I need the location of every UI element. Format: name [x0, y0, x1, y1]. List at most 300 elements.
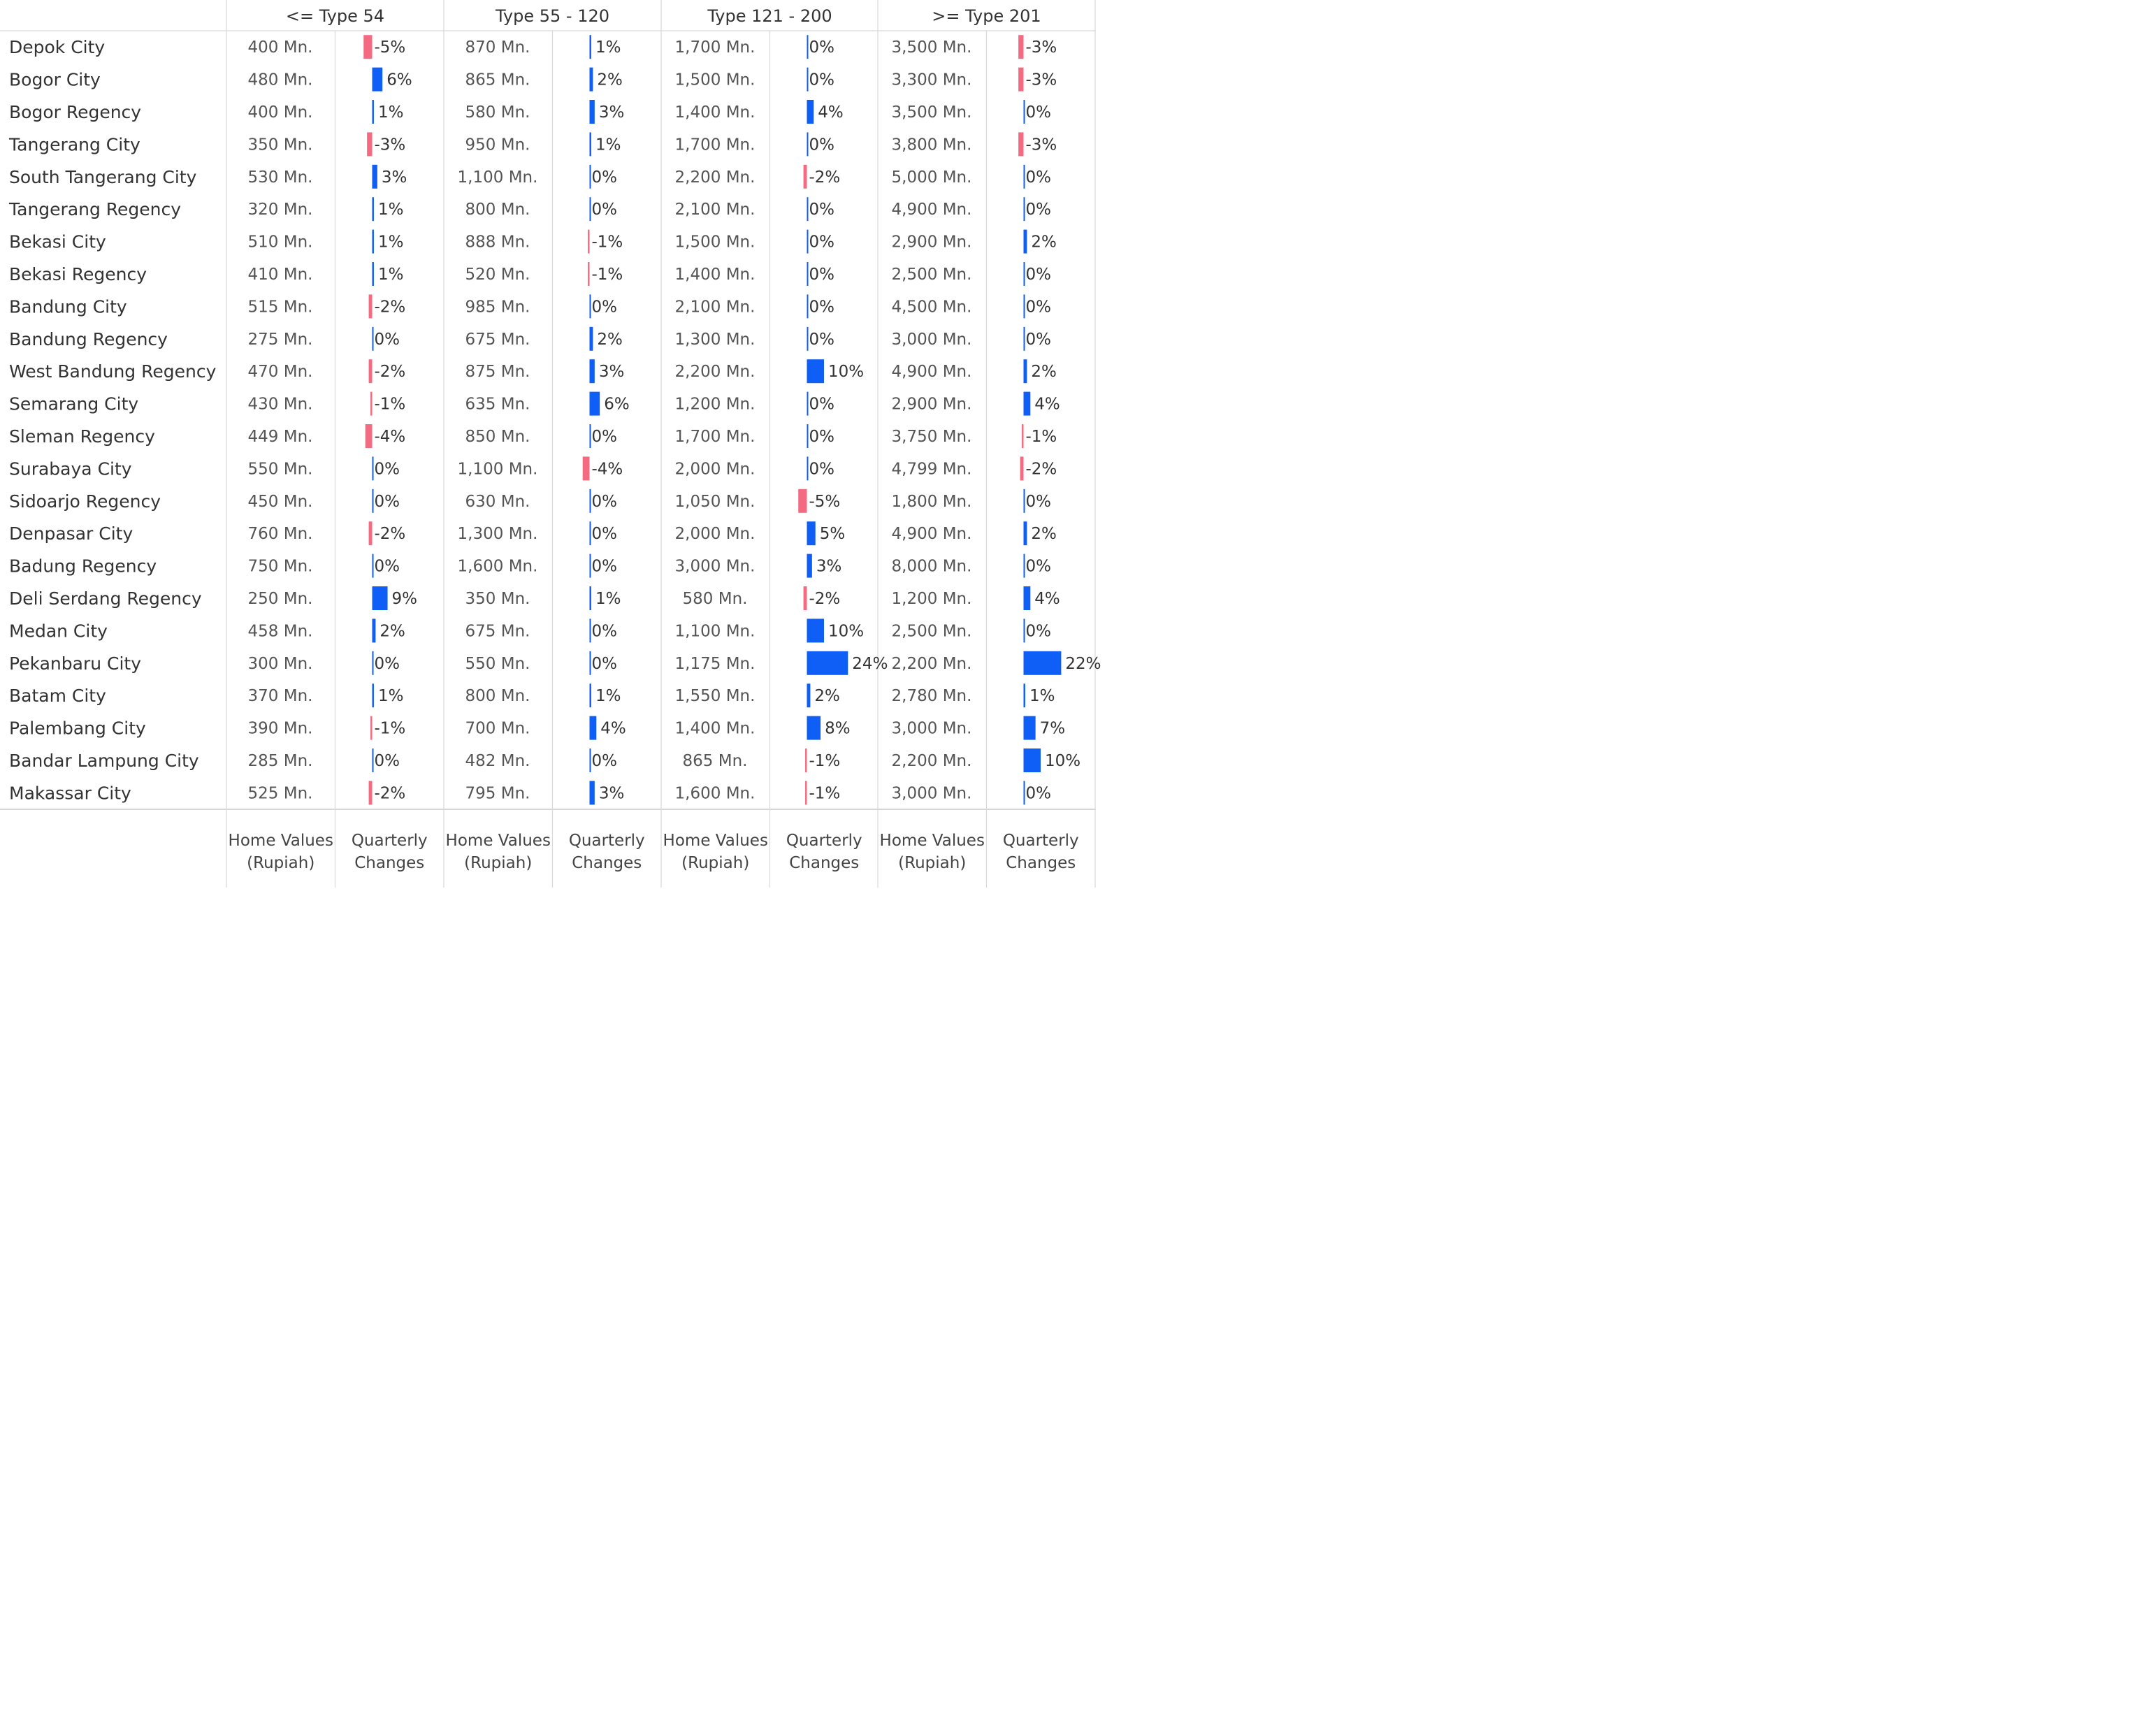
change-label: 0%	[1025, 330, 1051, 349]
change-label: 1%	[377, 233, 404, 252]
change-bar	[1024, 230, 1027, 254]
change-bar	[1024, 619, 1025, 642]
change-label: 3%	[598, 784, 625, 803]
change-label: 2%	[1031, 363, 1057, 382]
change-label: -3%	[1025, 71, 1057, 89]
city-label: Semarang City	[9, 393, 139, 414]
home-value-cell: 2,900 Mn.	[891, 233, 972, 252]
measure-label: Quarterly	[786, 832, 862, 850]
change-bar	[1024, 392, 1031, 416]
change-label: 0%	[809, 298, 834, 317]
change-label: -2%	[809, 590, 841, 608]
home-value-cell: 800 Mn.	[465, 687, 530, 706]
city-label: Bandung Regency	[9, 328, 168, 349]
home-value-cell: 2,900 Mn.	[891, 395, 972, 414]
home-value-cell: 370 Mn.	[247, 687, 313, 706]
city-label: South Tangerang City	[9, 166, 197, 187]
change-bar	[807, 456, 809, 480]
home-value-cell: 2,000 Mn.	[674, 460, 756, 479]
change-bar	[373, 165, 377, 189]
change-bar	[804, 586, 807, 610]
change-bar	[590, 359, 595, 383]
change-bar	[1020, 456, 1024, 480]
home-value-cell: 2,200 Mn.	[674, 168, 756, 187]
home-value-cell: 4,900 Mn.	[891, 525, 972, 544]
change-bar	[590, 748, 591, 772]
change-label: 0%	[809, 201, 834, 219]
change-bar	[590, 489, 591, 513]
change-bar	[369, 781, 373, 804]
measure-label: Home Values	[445, 832, 551, 850]
change-label: 2%	[1031, 233, 1057, 252]
change-bar	[590, 294, 591, 318]
home-value-cell: 525 Mn.	[247, 784, 313, 803]
change-label: 5%	[819, 525, 846, 544]
home-value-cell: 285 Mn.	[247, 752, 313, 770]
change-label: 0%	[591, 525, 617, 544]
change-bar	[373, 262, 374, 286]
change-bar	[590, 68, 593, 92]
home-value-cell: 400 Mn.	[247, 103, 313, 122]
home-value-cell: 1,200 Mn.	[891, 590, 972, 608]
change-bar	[369, 294, 373, 318]
city-label: Bekasi City	[9, 231, 106, 252]
change-label: 0%	[1025, 298, 1051, 317]
change-bar	[590, 651, 591, 675]
home-value-cell: 675 Mn.	[465, 330, 530, 349]
change-bar	[590, 327, 593, 351]
city-label: Sleman Regency	[9, 426, 155, 447]
change-label: 3%	[816, 557, 842, 576]
measure-label: Changes	[1006, 854, 1076, 872]
change-bar	[805, 781, 807, 804]
city-label: Badung Regency	[9, 556, 157, 577]
change-label: -3%	[1025, 38, 1057, 57]
change-bar	[373, 489, 374, 513]
home-value-cell: 1,400 Mn.	[674, 266, 756, 284]
change-bar	[373, 651, 374, 675]
home-value-cell: 1,500 Mn.	[674, 71, 756, 89]
home-value-cell: 482 Mn.	[465, 752, 530, 770]
change-label: 0%	[1025, 168, 1051, 187]
change-label: 1%	[377, 266, 404, 284]
change-label: 0%	[1025, 492, 1051, 511]
home-value-cell: 635 Mn.	[465, 395, 530, 414]
city-label: Surabaya City	[9, 458, 132, 479]
home-value-cell: 985 Mn.	[465, 298, 530, 317]
home-value-cell: 870 Mn.	[465, 38, 530, 57]
change-bar	[1022, 424, 1023, 448]
change-label: 10%	[1045, 752, 1081, 770]
change-label: -5%	[809, 492, 841, 511]
change-bar	[807, 359, 825, 383]
measure-label: Quarterly	[568, 832, 645, 850]
home-value-cell: 8,000 Mn.	[891, 557, 972, 576]
change-bar	[370, 716, 372, 740]
change-label: 0%	[809, 330, 834, 349]
change-label: 0%	[374, 557, 400, 576]
change-label: 0%	[591, 428, 617, 446]
home-value-cell: 1,400 Mn.	[674, 719, 756, 738]
change-bar	[1024, 521, 1027, 545]
change-bar	[1024, 554, 1025, 578]
measure-label: Changes	[354, 854, 425, 872]
change-bar	[370, 392, 372, 416]
home-value-cell: 1,600 Mn.	[457, 557, 538, 576]
change-bar	[807, 262, 809, 286]
change-label: 0%	[809, 395, 834, 414]
home-value-cell: 700 Mn.	[465, 719, 530, 738]
change-label: -1%	[809, 752, 841, 770]
home-value-cell: 1,700 Mn.	[674, 428, 756, 446]
city-label: Pekanbaru City	[9, 653, 142, 674]
change-label: 0%	[374, 460, 400, 479]
city-label: Makassar City	[9, 783, 131, 804]
change-label: 1%	[595, 136, 621, 154]
group-header: Type 55 - 120	[495, 6, 610, 26]
home-value-cell: 3,750 Mn.	[891, 428, 972, 446]
change-bar	[583, 456, 590, 480]
change-bar	[590, 424, 591, 448]
change-bar	[1024, 294, 1025, 318]
change-label: 1%	[595, 590, 621, 608]
home-value-cell: 1,550 Mn.	[674, 687, 756, 706]
change-label: 0%	[591, 168, 617, 187]
home-value-cell: 875 Mn.	[465, 363, 530, 382]
change-bar	[1024, 716, 1036, 740]
home-value-cell: 300 Mn.	[247, 654, 313, 673]
city-label: Sidoarjo Regency	[9, 491, 161, 512]
change-bar	[807, 35, 809, 59]
change-label: 3%	[381, 168, 407, 187]
change-bar	[590, 586, 591, 610]
change-label: 0%	[809, 71, 834, 89]
change-bar	[807, 294, 809, 318]
change-label: 0%	[591, 557, 617, 576]
change-label: 0%	[809, 38, 834, 57]
change-label: 4%	[1034, 395, 1060, 414]
change-label: -2%	[374, 298, 406, 317]
home-value-cell: 480 Mn.	[247, 71, 313, 89]
change-bar	[590, 100, 595, 124]
home-value-cell: 550 Mn.	[465, 654, 530, 673]
change-bar	[590, 683, 591, 707]
change-bar	[807, 554, 812, 578]
change-label: 4%	[818, 103, 844, 122]
change-bar	[807, 521, 816, 545]
change-label: 2%	[597, 71, 623, 89]
change-bar	[807, 651, 848, 675]
home-value-cell: 3,000 Mn.	[891, 784, 972, 803]
change-bar	[373, 683, 374, 707]
home-value-cell: 1,700 Mn.	[674, 38, 756, 57]
change-label: 3%	[598, 363, 625, 382]
change-bar	[1024, 197, 1025, 221]
change-bar	[807, 100, 814, 124]
home-value-cell: 888 Mn.	[465, 233, 530, 252]
home-value-cell: 550 Mn.	[247, 460, 313, 479]
home-value-cell: 3,000 Mn.	[891, 719, 972, 738]
measure-label: Changes	[789, 854, 860, 872]
city-label: Deli Serdang Regency	[9, 588, 202, 609]
change-bar	[590, 165, 591, 189]
change-bar	[588, 262, 589, 286]
change-bar	[373, 68, 383, 92]
home-value-cell: 4,799 Mn.	[891, 460, 972, 479]
measure-label: Quarterly	[351, 832, 428, 850]
home-value-cell: 4,900 Mn.	[891, 363, 972, 382]
quarterly-home-values-table	[0, 0, 1101, 888]
home-value-cell: 450 Mn.	[247, 492, 313, 511]
change-label: 0%	[374, 752, 400, 770]
home-value-cell: 1,800 Mn.	[891, 492, 972, 511]
change-bar	[590, 392, 600, 416]
home-value-cell: 410 Mn.	[247, 266, 313, 284]
home-value-cell: 250 Mn.	[247, 590, 313, 608]
change-bar	[369, 359, 373, 383]
change-label: 22%	[1065, 654, 1101, 673]
change-label: -2%	[374, 784, 406, 803]
home-value-cell: 5,000 Mn.	[891, 168, 972, 187]
measure-label: (Rupiah)	[898, 854, 967, 872]
city-label: Depok City	[9, 37, 106, 58]
change-label: 4%	[1034, 590, 1060, 608]
change-label: 0%	[374, 330, 400, 349]
change-label: 2%	[1031, 525, 1057, 544]
change-label: 0%	[1025, 103, 1051, 122]
home-value-cell: 3,300 Mn.	[891, 71, 972, 89]
change-label: 6%	[604, 395, 630, 414]
change-label: 0%	[809, 428, 834, 446]
change-label: -2%	[1025, 460, 1057, 479]
change-label: -5%	[374, 38, 406, 57]
home-value-cell: 2,000 Mn.	[674, 525, 756, 544]
group-header: >= Type 201	[932, 6, 1041, 26]
city-label: Bekasi Regency	[9, 264, 147, 284]
home-value-cell: 510 Mn.	[247, 233, 313, 252]
home-value-cell: 4,900 Mn.	[891, 201, 972, 219]
change-label: 3%	[598, 103, 625, 122]
change-bar	[1018, 132, 1023, 156]
change-label: -1%	[591, 266, 623, 284]
home-value-cell: 2,500 Mn.	[891, 266, 972, 284]
change-label: 9%	[391, 590, 418, 608]
change-label: 7%	[1039, 719, 1066, 738]
change-bar	[1024, 586, 1031, 610]
home-value-cell: 795 Mn.	[465, 784, 530, 803]
change-label: 1%	[1029, 687, 1055, 706]
change-label: -1%	[374, 395, 406, 414]
change-bar	[588, 230, 589, 254]
measure-label: Home Values	[228, 832, 333, 850]
change-bar	[373, 586, 388, 610]
home-value-cell: 950 Mn.	[465, 136, 530, 154]
change-bar	[804, 165, 807, 189]
change-label: -2%	[374, 525, 406, 544]
home-value-cell: 760 Mn.	[247, 525, 313, 544]
change-bar	[807, 619, 825, 642]
change-label: -3%	[1025, 136, 1057, 154]
change-bar	[807, 230, 809, 254]
change-label: 4%	[600, 719, 626, 738]
change-label: -1%	[591, 233, 623, 252]
city-label: Tangerang City	[9, 134, 140, 155]
change-label: -1%	[809, 784, 841, 803]
measure-label: Home Values	[663, 832, 768, 850]
home-value-cell: 390 Mn.	[247, 719, 313, 738]
home-value-cell: 2,500 Mn.	[891, 622, 972, 641]
change-bar	[590, 197, 591, 221]
home-value-cell: 430 Mn.	[247, 395, 313, 414]
change-bar	[366, 424, 373, 448]
home-value-cell: 2,200 Mn.	[891, 752, 972, 770]
change-label: 0%	[809, 266, 834, 284]
change-bar	[1024, 748, 1041, 772]
home-value-cell: 750 Mn.	[247, 557, 313, 576]
change-label: 0%	[591, 492, 617, 511]
change-bar	[807, 683, 811, 707]
measure-label: (Rupiah)	[247, 854, 315, 872]
change-label: 2%	[379, 622, 405, 641]
home-value-cell: 865 Mn.	[465, 71, 530, 89]
change-label: 0%	[809, 233, 834, 252]
change-bar	[1024, 489, 1025, 513]
home-value-cell: 470 Mn.	[247, 363, 313, 382]
change-label: -2%	[374, 363, 406, 382]
change-label: 0%	[1025, 784, 1051, 803]
change-label: 2%	[814, 687, 840, 706]
change-bar	[590, 716, 597, 740]
change-bar	[369, 521, 373, 545]
measure-label: Home Values	[879, 832, 985, 850]
change-bar	[590, 132, 591, 156]
home-value-cell: 1,100 Mn.	[457, 460, 538, 479]
group-header: Type 121 - 200	[707, 6, 832, 26]
city-label: Batam City	[9, 686, 106, 707]
change-bar	[1024, 100, 1025, 124]
change-bar	[373, 554, 374, 578]
home-value-cell: 2,200 Mn.	[891, 654, 972, 673]
change-label: 1%	[377, 103, 404, 122]
change-bar	[1024, 683, 1025, 707]
city-label: Bogor City	[9, 69, 101, 90]
home-value-cell: 400 Mn.	[247, 38, 313, 57]
change-label: -4%	[591, 460, 623, 479]
change-bar	[798, 489, 807, 513]
home-value-cell: 530 Mn.	[247, 168, 313, 187]
measure-label: (Rupiah)	[681, 854, 750, 872]
home-value-cell: 800 Mn.	[465, 201, 530, 219]
home-value-cell: 3,000 Mn.	[891, 330, 972, 349]
home-value-cell: 675 Mn.	[465, 622, 530, 641]
home-value-cell: 1,300 Mn.	[457, 525, 538, 544]
home-value-cell: 2,200 Mn.	[674, 363, 756, 382]
change-bar	[363, 35, 372, 59]
home-value-cell: 320 Mn.	[247, 201, 313, 219]
home-value-cell: 865 Mn.	[682, 752, 748, 770]
home-value-cell: 1,600 Mn.	[674, 784, 756, 803]
home-value-cell: 1,175 Mn.	[674, 654, 756, 673]
change-bar	[807, 68, 809, 92]
change-bar	[590, 35, 591, 59]
home-value-cell: 3,000 Mn.	[674, 557, 756, 576]
change-label: 0%	[591, 622, 617, 641]
change-bar	[1024, 781, 1025, 804]
change-label: 10%	[828, 363, 865, 382]
change-bar	[1024, 359, 1027, 383]
home-value-cell: 350 Mn.	[465, 590, 530, 608]
home-value-cell: 515 Mn.	[247, 298, 313, 317]
home-value-cell: 1,100 Mn.	[674, 622, 756, 641]
home-value-cell: 1,100 Mn.	[457, 168, 538, 187]
change-label: 0%	[591, 201, 617, 219]
change-label: -4%	[374, 428, 406, 446]
home-value-cell: 3,500 Mn.	[891, 103, 972, 122]
change-bar	[807, 424, 809, 448]
home-value-cell: 3,500 Mn.	[891, 38, 972, 57]
change-bar	[1024, 651, 1062, 675]
home-value-cell: 630 Mn.	[465, 492, 530, 511]
home-value-cell: 449 Mn.	[247, 428, 313, 446]
city-label: Bogor Regency	[9, 102, 142, 122]
change-label: 2%	[597, 330, 623, 349]
change-bar	[590, 554, 591, 578]
change-label: -1%	[374, 719, 406, 738]
change-bar	[807, 197, 809, 221]
change-label: 0%	[591, 654, 617, 673]
measure-label: Changes	[572, 854, 642, 872]
change-bar	[807, 327, 809, 351]
change-label: 0%	[374, 492, 400, 511]
city-label: Bandung City	[9, 296, 127, 317]
measure-label: (Rupiah)	[464, 854, 533, 872]
change-bar	[807, 392, 809, 416]
change-label: -1%	[1025, 428, 1057, 446]
change-bar	[1018, 68, 1023, 92]
change-label: 0%	[1025, 201, 1051, 219]
city-label: West Bandung Regency	[9, 361, 217, 382]
change-label: -2%	[809, 168, 841, 187]
change-bar	[373, 100, 374, 124]
measure-label: Quarterly	[1002, 832, 1079, 850]
home-value-cell: 1,050 Mn.	[674, 492, 756, 511]
home-value-cell: 2,100 Mn.	[674, 298, 756, 317]
change-bar	[590, 781, 595, 804]
home-value-cell: 1,500 Mn.	[674, 233, 756, 252]
change-label: 24%	[852, 654, 888, 673]
group-header: <= Type 54	[285, 6, 385, 26]
change-label: 1%	[595, 38, 621, 57]
city-label: Denpasar City	[9, 523, 133, 544]
change-bar	[373, 748, 374, 772]
home-value-cell: 1,300 Mn.	[674, 330, 756, 349]
home-value-cell: 350 Mn.	[247, 136, 313, 154]
home-value-cell: 580 Mn.	[682, 590, 748, 608]
change-bar	[373, 327, 374, 351]
change-bar	[807, 132, 809, 156]
home-value-cell: 4,500 Mn.	[891, 298, 972, 317]
home-value-cell: 2,100 Mn.	[674, 201, 756, 219]
home-value-cell: 1,700 Mn.	[674, 136, 756, 154]
change-label: 0%	[1025, 622, 1051, 641]
city-label: Medan City	[9, 621, 108, 642]
change-label: 0%	[809, 136, 834, 154]
change-label: 10%	[828, 622, 865, 641]
change-bar	[807, 716, 821, 740]
change-bar	[1024, 327, 1025, 351]
change-bar	[1024, 165, 1025, 189]
change-bar	[805, 748, 807, 772]
